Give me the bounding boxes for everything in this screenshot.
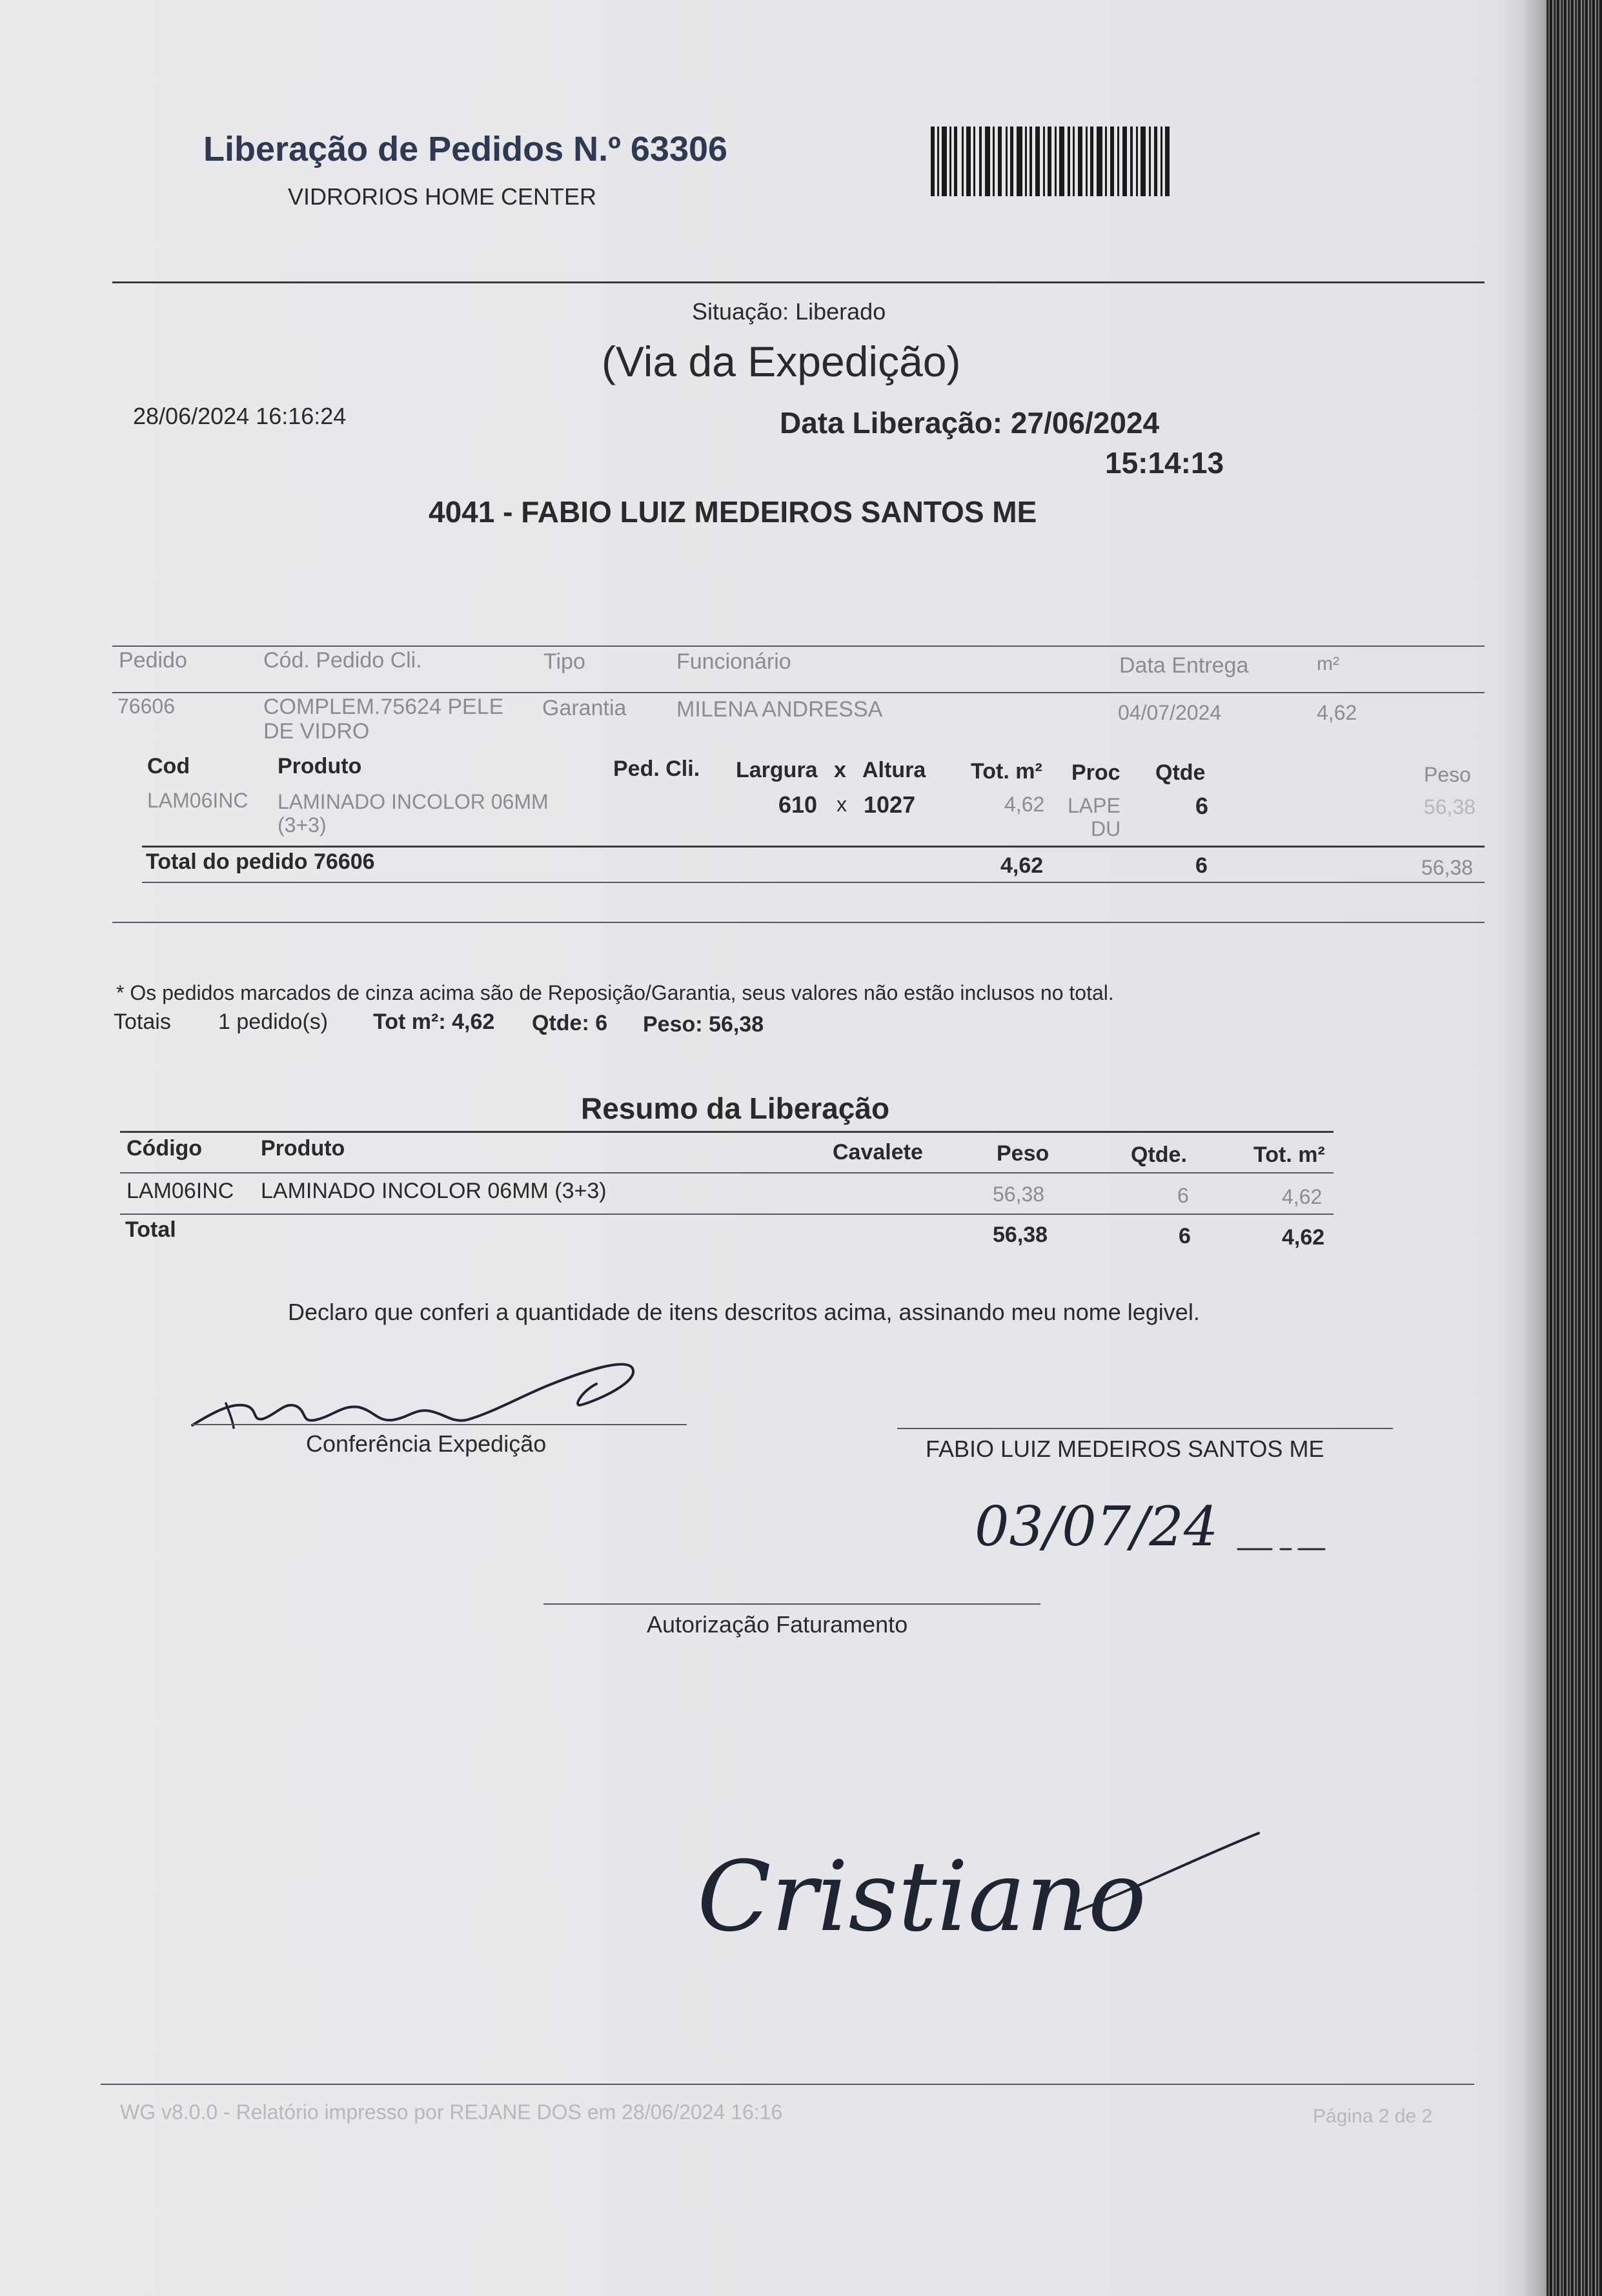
summary-total-tot-m2: 4,62	[1282, 1225, 1325, 1250]
via-expedicao-label: (Via da Expedição)	[602, 338, 961, 385]
order-total-rule	[142, 846, 1485, 848]
order-table-top-rule	[112, 645, 1485, 647]
handwritten-name-text: Cristiano	[697, 1841, 1147, 1953]
item-header-qtde: Qtde	[1155, 760, 1206, 785]
col-header-data-entrega: Data Entrega	[1119, 653, 1249, 678]
declaration-text: Declaro que conferi a quantidade de itens descritos acima, assinando meu nome legivel.	[288, 1299, 1200, 1325]
summary-header-codigo: Código	[127, 1136, 203, 1161]
order-total-label: Total do pedido 76606	[146, 849, 375, 874]
order-data-entrega: 04/07/2024	[1118, 701, 1222, 724]
order-tipo: Garantia	[542, 696, 627, 720]
summary-header-produto: Produto	[261, 1136, 345, 1161]
scan-edge-dark	[1546, 0, 1602, 2296]
order-table-header-rule	[112, 692, 1485, 693]
item-altura: 1027	[864, 791, 916, 818]
conferencia-signature-line	[191, 1424, 687, 1425]
cliente-name: 4041 - FABIO LUIZ MEDEIROS SANTOS ME	[429, 495, 1037, 529]
autorizacao-signature-line	[543, 1603, 1040, 1605]
order-cod-pedido-cli-line1: COMPLEM.75624 PELE	[263, 695, 504, 719]
item-produto-line1: LAMINADO INCOLOR 06MM	[278, 790, 549, 813]
item-header-tot-m2: Tot. m²	[971, 759, 1042, 784]
order-pedido: 76606	[117, 695, 175, 718]
header-divider	[112, 281, 1485, 283]
item-header-largura: Largura	[736, 758, 818, 782]
summary-total-peso: 56,38	[993, 1223, 1048, 1247]
item-header-peso: Peso	[1424, 763, 1471, 786]
scan-edge-shadow	[1495, 0, 1546, 2296]
data-liberacao: Data Liberação: 27/06/2024	[780, 406, 1160, 440]
col-header-tipo: Tipo	[543, 649, 585, 674]
totais-peso: Peso: 56,38	[643, 1012, 764, 1037]
item-header-ped-cli: Ped. Cli.	[613, 757, 700, 781]
garantia-note: * Os pedidos marcados de cinza acima são de Reposição/Garantia, seus valores não estão inclusos no total.	[116, 981, 1114, 1004]
handwritten-date-icon	[968, 1491, 1330, 1562]
footer-printed-by: WG v8.0.0 - Relatório impresso por REJANE DOS em 28/06/2024 16:16	[120, 2100, 783, 2124]
summary-header-rule	[120, 1172, 1333, 1173]
summary-header-peso: Peso	[997, 1141, 1049, 1166]
summary-row-produto: LAMINADO INCOLOR 06MM (3+3)	[261, 1179, 607, 1203]
totais-pedidos: 1 pedido(s)	[218, 1010, 329, 1034]
situacao-label: Situação: Liberado	[692, 298, 886, 325]
summary-row-qtde: 6	[1177, 1184, 1189, 1207]
summary-title: Resumo da Liberação	[581, 1092, 890, 1125]
order-total-qtde: 6	[1195, 853, 1208, 878]
summary-row-peso: 56,38	[993, 1183, 1045, 1206]
order-total-peso: 56,38	[1421, 856, 1474, 879]
handwritten-name-icon	[691, 1820, 1272, 1969]
totais-label: Totais	[114, 1010, 171, 1034]
summary-row-rule	[120, 1214, 1333, 1215]
footer-page-number: Página 2 de 2	[1313, 2106, 1433, 2127]
conferencia-label: Conferência Expedição	[306, 1430, 547, 1457]
cliente-signature-label: FABIO LUIZ MEDEIROS SANTOS ME	[926, 1436, 1324, 1462]
order-total-bottom-rule	[142, 882, 1485, 883]
item-header-proc: Proc	[1071, 760, 1120, 785]
item-x: x	[836, 793, 847, 816]
item-largura: 610	[778, 791, 818, 818]
barcode-icon	[931, 127, 1170, 196]
summary-total-label: Total	[125, 1217, 176, 1242]
totais-tot-m2: Tot m²: 4,62	[373, 1010, 495, 1034]
summary-row-codigo: LAM06INC	[127, 1179, 234, 1203]
order-section-end-rule	[112, 922, 1485, 923]
summary-header-qtde: Qtde.	[1131, 1143, 1187, 1167]
autorizacao-label: Autorização Faturamento	[647, 1611, 908, 1638]
printed-at: 28/06/2024 16:16:24	[133, 403, 347, 429]
item-proc-line1: LAPE	[1068, 794, 1120, 817]
footer-rule	[101, 2084, 1474, 2085]
item-header-x: x	[834, 758, 846, 782]
order-funcionario: MILENA ANDRESSA	[676, 697, 883, 722]
hora-liberacao: 15:14:13	[1105, 446, 1224, 480]
summary-header-tot-m2: Tot. m²	[1253, 1143, 1325, 1167]
summary-header-cavalete: Cavalete	[833, 1140, 923, 1164]
company-name: VIDRORIOS HOME CENTER	[288, 183, 597, 210]
order-cod-pedido-cli-line2: DE VIDRO	[263, 719, 370, 744]
summary-top-rule	[120, 1131, 1333, 1133]
summary-total-qtde: 6	[1179, 1224, 1191, 1248]
order-m2: 4,62	[1317, 701, 1357, 724]
col-header-pedido: Pedido	[119, 648, 187, 673]
col-header-funcionario: Funcionário	[676, 649, 791, 674]
totais-qtde: Qtde: 6	[532, 1011, 608, 1035]
item-proc-line2: DU	[1091, 817, 1121, 840]
handwritten-date-text: 03/07/24	[975, 1495, 1219, 1558]
item-peso: 56,38	[1424, 795, 1476, 818]
item-tot-m2: 4,62	[1004, 793, 1045, 816]
summary-row-tot-m2: 4,62	[1282, 1185, 1323, 1208]
conferencia-signature-icon	[187, 1349, 652, 1433]
item-cod: LAM06INC	[147, 789, 248, 812]
document-title: Liberação de Pedidos N.º 63306	[203, 130, 728, 168]
order-total-tot-m2: 4,62	[1000, 853, 1044, 878]
item-header-cod: Cod	[147, 754, 190, 778]
item-qtde: 6	[1195, 793, 1209, 819]
item-header-altura: Altura	[862, 758, 926, 782]
item-header-produto: Produto	[278, 754, 362, 778]
col-header-cod-pedido-cli: Cód. Pedido Cli.	[263, 648, 422, 673]
cliente-signature-line	[897, 1428, 1393, 1429]
col-header-m2: m²	[1317, 653, 1339, 675]
item-produto-line2: (3+3)	[278, 813, 327, 837]
